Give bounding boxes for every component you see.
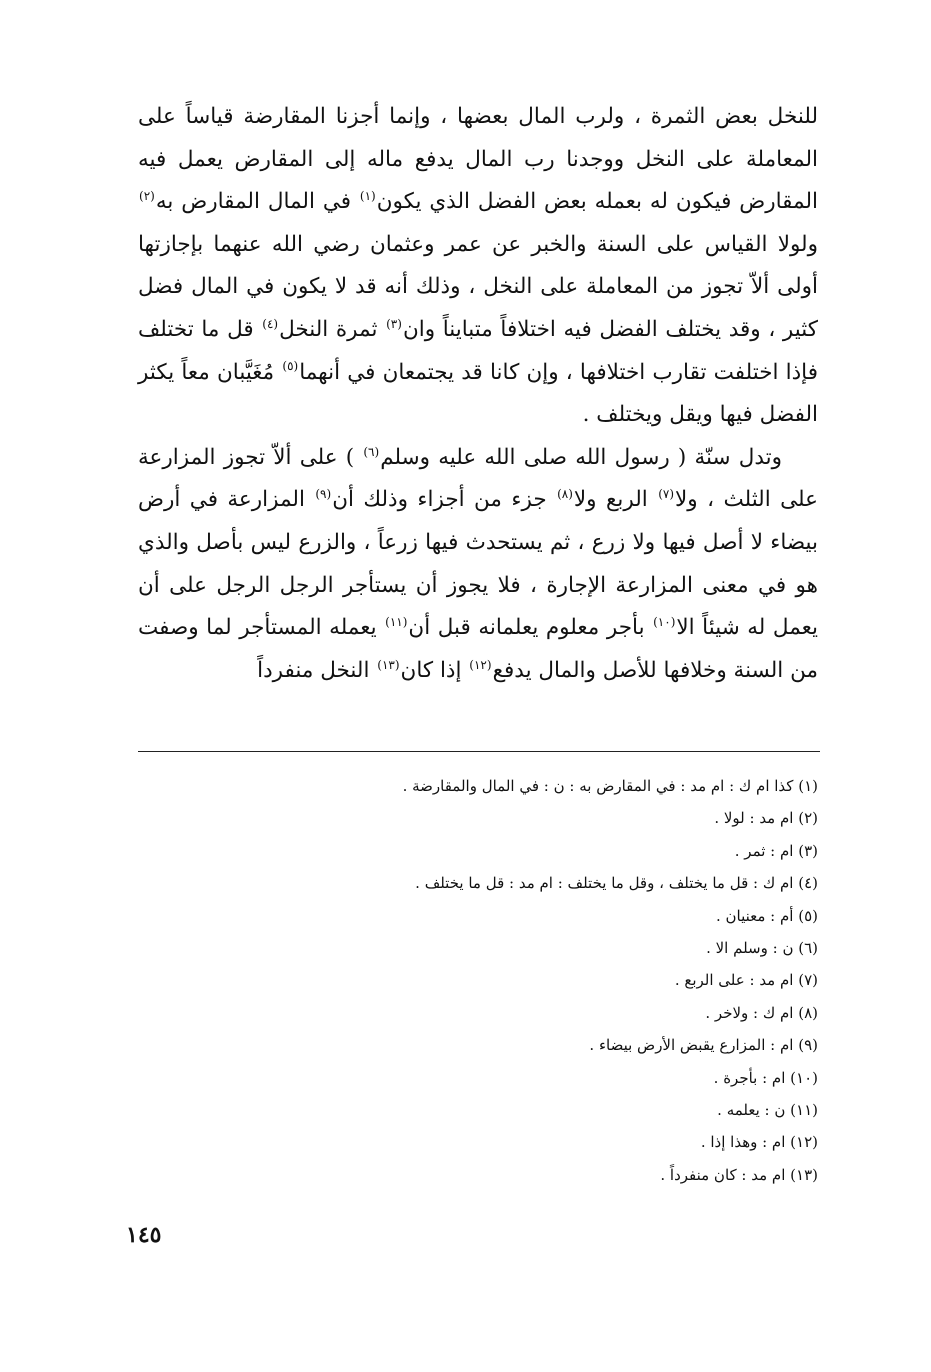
footnote-ref-6: (٦) xyxy=(363,444,380,459)
footnote-ref-4: (٤) xyxy=(262,316,279,331)
footnote-8: (٨) ام ك : ولاخر . xyxy=(705,1003,818,1022)
text-run: قل ما تختلف فإذا اختلفت تقارب اختلافها ، وإن كانا قد يجتمعان في أنهما xyxy=(138,316,819,385)
paragraph-1 xyxy=(138,96,818,437)
page-number: ١٤٥ xyxy=(126,1222,162,1248)
text-run: بأجر معلوم يعلمانه قبل أن xyxy=(408,615,653,641)
footnote-7: (٧) ام مد : على الربع . xyxy=(674,971,818,990)
footnote-11: (١١) ن : يعلمه . xyxy=(717,1101,818,1120)
footnote-ref-7: (٧) xyxy=(658,487,675,502)
footnote-ref-3: (٣) xyxy=(386,316,402,331)
footnote-ref-13: (١٣) xyxy=(377,657,400,672)
footnote-4: (٤) ام ك : قل ما يختلف ، وقل ما يختلف : ام مد : قل ما يختلف . xyxy=(415,874,818,893)
text-run: في المال المقارض به xyxy=(155,189,359,215)
footnotes-list xyxy=(200,770,818,1191)
footnote-ref-12: (١٢) xyxy=(469,657,492,672)
text-run: ثمرة النخل xyxy=(279,316,386,342)
text-run: الربع ولا xyxy=(573,487,658,513)
footnote-3: (٣) ام : ثمر . xyxy=(734,841,818,860)
footnote-9: (٩) ام : المزارع يقبض الأرض بيضاء . xyxy=(589,1036,818,1055)
footnote-10: (١٠) ام : بأجرة . xyxy=(713,1068,818,1087)
footnote-1: (١) كذا ام ك : ام مد : في المقارض به : ن : في المال والمقارضة . xyxy=(402,777,818,795)
text-run: مُغَيَّبان معاً يكثر الفضل فيها ويقل ويختلف . xyxy=(138,359,818,428)
footnote-ref-2: (٢) xyxy=(139,189,155,204)
text-run: إذا كان xyxy=(400,657,469,683)
footnote-divider xyxy=(138,751,820,752)
footnote-6: (٦) ن : وسلم الا . xyxy=(706,939,818,958)
footnote-ref-1: (١) xyxy=(359,189,376,204)
text-run: يعمله المستأجر لما وصفت من السنة وخلافها للأصل والمال يدفع xyxy=(138,615,818,683)
footnote-ref-8: (٨) xyxy=(557,487,573,502)
text-run: وتدل سنّة ( رسول الله صلى الله عليه وسلم xyxy=(380,444,782,470)
footnote-5: (٥) أم : معنيان . xyxy=(715,906,818,925)
footnote-ref-5: (٥) xyxy=(282,359,299,374)
footnote-ref-10: (١٠) xyxy=(653,614,676,629)
footnote-12: (١٢) ام : وهذا إذا . xyxy=(700,1133,818,1152)
text-run: ) على ألاّ تجوز المزارعة على الثلث ، ولا xyxy=(138,444,818,513)
text-run: جزء من أجزاء وذلك أن xyxy=(332,487,557,513)
text-run: ولولا القياس على السنة والخبر عن عمر وعثمان رضي الله عنهما بإجازتها أولى ألاّ تجوز من المعاملة على النخل ، وذلك أنه قد لا يكون في المال فضل كثير ، وقد يختلف الفضل فيه اختلافاً متبايناً وان xyxy=(138,231,818,342)
text-run: للنخل بعض الثمرة ، ولرب المال بعضها ، وإنما أجزنا المقارضة قياساً على المعاملة على النخل ووجدنا رب المال يدفع ماله إلى المقارض يعمل فيه المقارض فيكون له بعمله بعض الفضل الذي يكون xyxy=(138,104,818,215)
text-run: النخل منفرداً xyxy=(257,657,377,683)
footnote-13: (١٣) ام مد : كان منفرداً . xyxy=(660,1165,818,1184)
text-run: المزارعة في أرض بيضاء لا أصل فيها ولا زرع ، ثم يستحدث فيها زرعاً ، والزرع ليس بأصل والذي هو في معنى المزارعة الإجارة ، فلا يجوز أن يستأجر الرجل الرجل على أن يعمل له شيئاً الا xyxy=(138,487,818,641)
main-text xyxy=(138,96,818,692)
paragraph-2 xyxy=(138,437,818,693)
footnote-ref-9: (٩) xyxy=(315,487,332,502)
footnote-ref-11: (١١) xyxy=(385,614,408,629)
footnote-2: (٢) ام مد : لولا . xyxy=(714,809,818,828)
